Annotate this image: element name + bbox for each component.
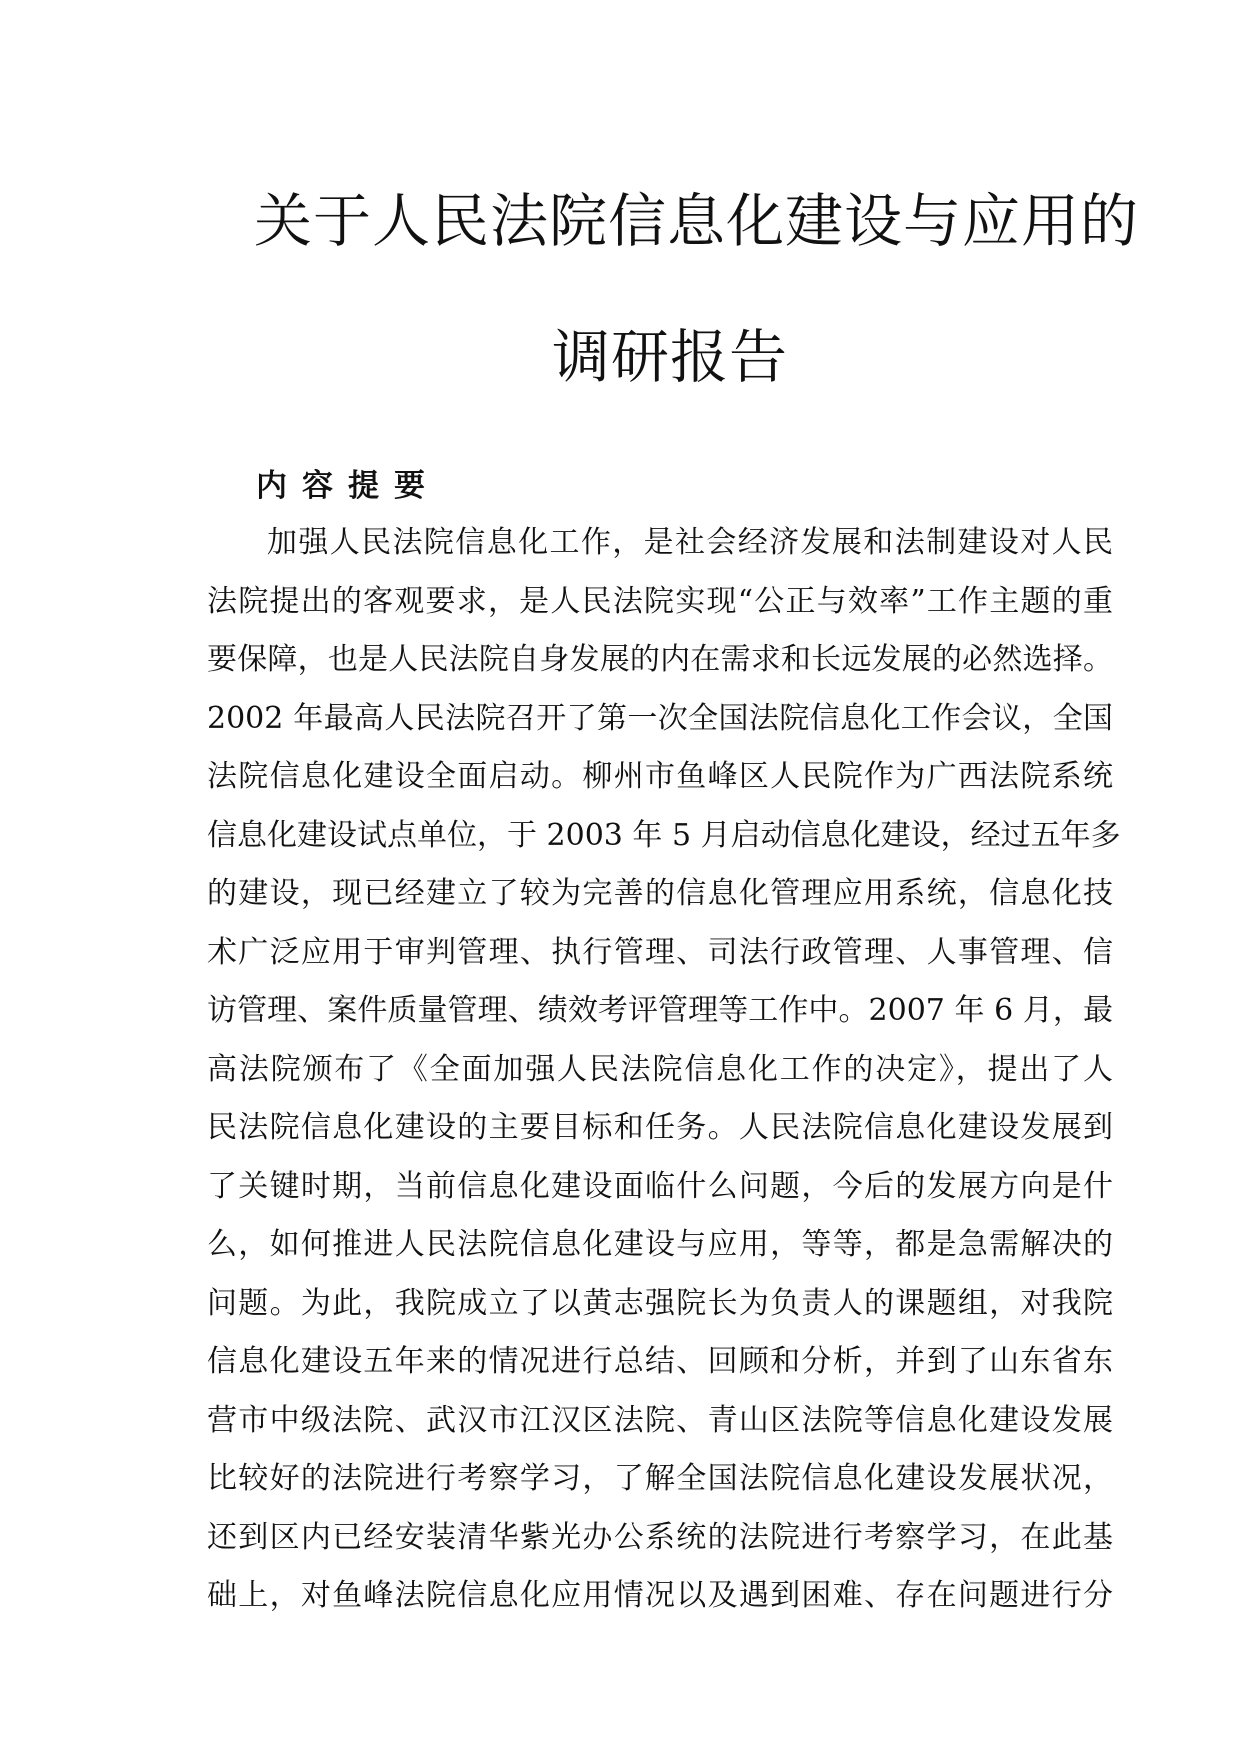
body-line: 民法院信息化建设的主要目标和任务。人民法院信息化建设发展到 (207, 1110, 1113, 1145)
body-line: 2002 年最高人民法院召开了第一次全国法院信息化工作会议，全国 (207, 700, 1113, 736)
section-heading: 内容提要 (256, 468, 440, 504)
body-line: 术广泛应用于审判管理、执行管理、司法行政管理、人事管理、信 (207, 934, 1113, 970)
body-line: 础上，对鱼峰法院信息化应用情况以及遇到困难、存在问题进行分 (207, 1578, 1113, 1613)
body-line: 法院信息化建设全面启动。柳州市鱼峰区人民院作为广西法院系统 (207, 759, 1113, 794)
body-line: 营市中级法院、武汉市江汉区法院、青山区法院等信息化建设发展 (207, 1402, 1113, 1438)
body-line: 么，如何推进人民法院信息化建设与应用，等等，都是急需解决的 (207, 1227, 1113, 1262)
body-line: 比较好的法院进行考察学习，了解全国法院信息化建设发展状况， (207, 1461, 1113, 1496)
body-paragraph (207, 514, 1121, 1626)
title-line-1: 关于人民法院信息化建设与应用的 (254, 187, 1140, 255)
body-line: 加强人民法院信息化工作，是社会经济发展和法制建设对人民 (267, 525, 1113, 560)
body-line: 要保障，也是人民法院自身发展的内在需求和长远发展的必然选择。 (207, 642, 1113, 677)
body-line: 信息化建设五年来的情况进行总结、回顾和分析，并到了山东省东 (207, 1344, 1113, 1379)
body-line: 法院提出的客观要求，是人民法院实现“公正与效率”工作主题的重 (207, 583, 1113, 619)
title-line-2: 调研报告 (552, 323, 789, 391)
body-line: 访管理、案件质量管理、绩效考评管理等工作中。2007 年 6 月，最 (207, 993, 1113, 1028)
body-line: 高法院颁布了《全面加强人民法院信息化工作的决定》，提出了人 (207, 1051, 1113, 1087)
body-line: 问题。为此，我院成立了以黄志强院长为负责人的课题组，对我院 (207, 1285, 1113, 1321)
body-line: 了关键时期，当前信息化建设面临什么问题，今后的发展方向是什 (207, 1168, 1113, 1204)
body-line: 的建设，现已经建立了较为完善的信息化管理应用系统，信息化技 (207, 876, 1113, 911)
body-line: 还到区内已经安装清华紫光办公系统的法院进行考察学习，在此基 (207, 1519, 1113, 1555)
body-line: 信息化建设试点单位，于 2003 年 5 月启动信息化建设，经过五年多 (207, 817, 1121, 853)
